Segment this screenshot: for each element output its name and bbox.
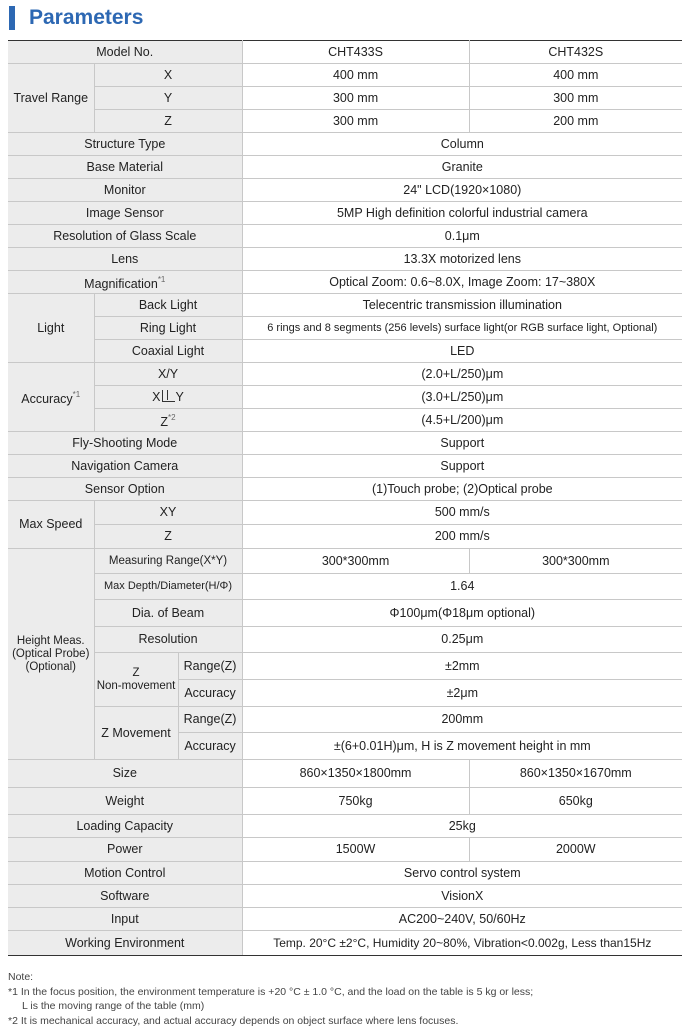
travel-range-label: Travel Range bbox=[8, 64, 94, 133]
parameters-table bbox=[8, 40, 682, 956]
table-row bbox=[8, 156, 682, 179]
back-light-label: Back Light bbox=[94, 294, 242, 317]
fly-shooting-value: Support bbox=[242, 432, 682, 455]
travel-x-label: X bbox=[94, 64, 242, 87]
structure-value: Column bbox=[242, 133, 682, 156]
table-row bbox=[8, 815, 682, 838]
znon-range-label: Range(Z) bbox=[178, 653, 242, 680]
software-value: VisionX bbox=[242, 885, 682, 908]
table-row bbox=[8, 862, 682, 885]
software-label: Software bbox=[8, 885, 242, 908]
table-row bbox=[8, 87, 682, 110]
table-row bbox=[8, 455, 682, 478]
table-row bbox=[8, 525, 682, 549]
table-row bbox=[8, 271, 682, 294]
table-row bbox=[8, 202, 682, 225]
table-row bbox=[8, 340, 682, 363]
fly-shooting-label: Fly-Shooting Mode bbox=[8, 432, 242, 455]
image-sensor-label: Image Sensor bbox=[8, 202, 242, 225]
accuracy-z-value: (4.5+L/200)μm bbox=[242, 409, 682, 432]
model-cht432s: CHT432S bbox=[469, 41, 682, 64]
travel-y-label: Y bbox=[94, 87, 242, 110]
note-1: *1 In the focus position, the environment temperature is +20 °C ± 1.0 °C, and the load on the table is 5 kg or less; bbox=[8, 985, 534, 998]
z-movement-label: Z Movement bbox=[94, 707, 178, 760]
table-row bbox=[8, 317, 682, 340]
travel-x-cht432s: 400 mm bbox=[469, 64, 682, 87]
model-no-label: Model No. bbox=[8, 41, 242, 64]
height-resolution-label: Resolution bbox=[94, 627, 242, 653]
page-title: Parameters bbox=[29, 6, 144, 29]
max-speed-xy-label: XY bbox=[94, 501, 242, 525]
environment-label: Working Environment bbox=[8, 931, 242, 956]
size-cht432s: 860×1350×1670mm bbox=[469, 760, 682, 788]
table-row bbox=[8, 931, 682, 956]
image-sensor-value: 5MP High definition colorful industrial camera bbox=[242, 202, 682, 225]
glass-scale-label: Resolution of Glass Scale bbox=[8, 225, 242, 248]
sensor-option-value: (1)Touch probe; (2)Optical probe bbox=[242, 478, 682, 501]
travel-x-cht433s: 400 mm bbox=[242, 64, 469, 87]
motion-control-value: Servo control system bbox=[242, 862, 682, 885]
z-non-movement-label: Z Non-movement bbox=[94, 653, 178, 707]
height-resolution-value: 0.25μm bbox=[242, 627, 682, 653]
table-row bbox=[8, 760, 682, 788]
footnote-mark: *1 bbox=[72, 390, 81, 399]
beam-dia-value: Φ100μm(Φ18μm optional) bbox=[242, 600, 682, 627]
input-label: Input bbox=[8, 908, 242, 931]
table-row bbox=[8, 432, 682, 455]
heading-accent-bar bbox=[9, 6, 15, 30]
max-speed-xy-value: 500 mm/s bbox=[242, 501, 682, 525]
ring-light-value: 6 rings and 8 segments (256 levels) surface light(or RGB surface light, Optional) bbox=[242, 317, 682, 340]
footnote-mark: *1 bbox=[157, 275, 166, 284]
ring-light-label: Ring Light bbox=[94, 317, 242, 340]
power-label: Power bbox=[8, 838, 242, 862]
table-row bbox=[8, 908, 682, 931]
zmove-accuracy-label: Accuracy bbox=[178, 733, 242, 760]
table-header-row bbox=[8, 41, 682, 64]
max-speed-label: Max Speed bbox=[8, 501, 94, 549]
monitor-label: Monitor bbox=[8, 179, 242, 202]
travel-z-cht432s: 200 mm bbox=[469, 110, 682, 133]
magnification-label: Magnification$^{*1}$ bbox=[8, 271, 242, 294]
navigation-camera-value: Support bbox=[242, 455, 682, 478]
measuring-range-label: Measuring Range(X*Y) bbox=[94, 549, 242, 574]
travel-z-cht433s: 300 mm bbox=[242, 110, 469, 133]
structure-label: Structure Type bbox=[8, 133, 242, 156]
weight-cht432s: 650kg bbox=[469, 788, 682, 815]
table-row bbox=[8, 110, 682, 133]
zmove-range-value: 200mm bbox=[242, 707, 682, 733]
zmove-range-label: Range(Z) bbox=[178, 707, 242, 733]
table-row bbox=[8, 838, 682, 862]
table-row bbox=[8, 64, 682, 87]
note-1-continued: L is the moving range of the table (mm) bbox=[22, 1000, 205, 1012]
coaxial-light-value: LED bbox=[242, 340, 682, 363]
table-row bbox=[8, 294, 682, 317]
table-row bbox=[8, 363, 682, 386]
zmove-accuracy-value: ±(6+0.01H)μm, H is Z movement height in mm bbox=[242, 733, 682, 760]
travel-y-cht433s: 300 mm bbox=[242, 87, 469, 110]
table-row bbox=[8, 627, 682, 653]
table-row bbox=[8, 225, 682, 248]
loading-capacity-label: Loading Capacity bbox=[8, 815, 242, 838]
coaxial-light-label: Coaxial Light bbox=[94, 340, 242, 363]
sensor-option-label: Sensor Option bbox=[8, 478, 242, 501]
max-depth-value: 1.64 bbox=[242, 574, 682, 600]
input-value: AC200~240V, 50/60Hz bbox=[242, 908, 682, 931]
accuracy-z-label: $Z^{*2}$ bbox=[94, 409, 242, 432]
glass-scale-value: 0.1μm bbox=[242, 225, 682, 248]
beam-dia-label: Dia. of Beam bbox=[94, 600, 242, 627]
table-row bbox=[8, 788, 682, 815]
table-row bbox=[8, 478, 682, 501]
table-row bbox=[8, 653, 682, 680]
footnote-mark: *2 bbox=[168, 413, 176, 422]
table-row bbox=[8, 885, 682, 908]
table-row bbox=[8, 707, 682, 733]
table-row bbox=[8, 501, 682, 525]
size-cht433s: 860×1350×1800mm bbox=[242, 760, 469, 788]
znon-range-value: ±2mm bbox=[242, 653, 682, 680]
travel-y-cht432s: 300 mm bbox=[469, 87, 682, 110]
znon-accuracy-value: ±2μm bbox=[242, 680, 682, 707]
power-cht433s: 1500W bbox=[242, 838, 469, 862]
note-2: *2 It is mechanical accuracy, and actual accuracy depends on object surface where lens focuses. bbox=[8, 1014, 459, 1027]
accuracy-xperpy-value: (3.0+L/250)μm bbox=[242, 386, 682, 409]
magnification-value: Optical Zoom: 0.6~8.0X, Image Zoom: 17~380X bbox=[242, 271, 682, 294]
environment-value: Temp. 20°C ±2°C, Humidity 20~80%, Vibration<0.002g, Less than15Hz bbox=[242, 931, 682, 956]
table-row bbox=[8, 549, 682, 574]
light-label: Light bbox=[8, 294, 94, 363]
table-row bbox=[8, 409, 682, 432]
measuring-range-cht433s: 300*300mm bbox=[242, 549, 469, 574]
monitor-value: 24" LCD(1920×1080) bbox=[242, 179, 682, 202]
measuring-range-cht432s: 300*300mm bbox=[469, 549, 682, 574]
section-heading bbox=[9, 4, 143, 32]
loading-capacity-value: 25kg bbox=[242, 815, 682, 838]
table-row bbox=[8, 386, 682, 409]
weight-label: Weight bbox=[8, 788, 242, 815]
table-row bbox=[8, 133, 682, 156]
max-speed-z-value: 200 mm/s bbox=[242, 525, 682, 549]
znon-accuracy-label: Accuracy bbox=[178, 680, 242, 707]
power-cht432s: 2000W bbox=[469, 838, 682, 862]
navigation-camera-label: Navigation Camera bbox=[8, 455, 242, 478]
weight-cht433s: 750kg bbox=[242, 788, 469, 815]
footnotes bbox=[8, 970, 688, 1028]
travel-z-label: Z bbox=[94, 110, 242, 133]
accuracy-xy-value: (2.0+L/250)μm bbox=[242, 363, 682, 386]
table-row bbox=[8, 574, 682, 600]
base-value: Granite bbox=[242, 156, 682, 179]
motion-control-label: Motion Control bbox=[8, 862, 242, 885]
accuracy-xperpy-label: X Y bbox=[94, 386, 242, 409]
max-depth-label: Max Depth/Diameter(H/Φ) bbox=[94, 574, 242, 600]
base-label: Base Material bbox=[8, 156, 242, 179]
height-meas-label: Height Meas. (Optical Probe) (Optional) bbox=[8, 549, 94, 760]
max-speed-z-label: Z bbox=[94, 525, 242, 549]
lens-label: Lens bbox=[8, 248, 242, 271]
perpendicular-icon bbox=[162, 390, 175, 402]
back-light-value: Telecentric transmission illumination bbox=[242, 294, 682, 317]
notes-title: Note: bbox=[8, 971, 34, 983]
model-cht433s: CHT433S bbox=[242, 41, 469, 64]
lens-value: 13.3X motorized lens bbox=[242, 248, 682, 271]
table-row bbox=[8, 179, 682, 202]
accuracy-xy-label: X/Y bbox=[94, 363, 242, 386]
accuracy-label: Accuracy$^{*1}$ bbox=[8, 363, 94, 432]
size-label: Size bbox=[8, 760, 242, 788]
table-row bbox=[8, 600, 682, 627]
table-row bbox=[8, 248, 682, 271]
